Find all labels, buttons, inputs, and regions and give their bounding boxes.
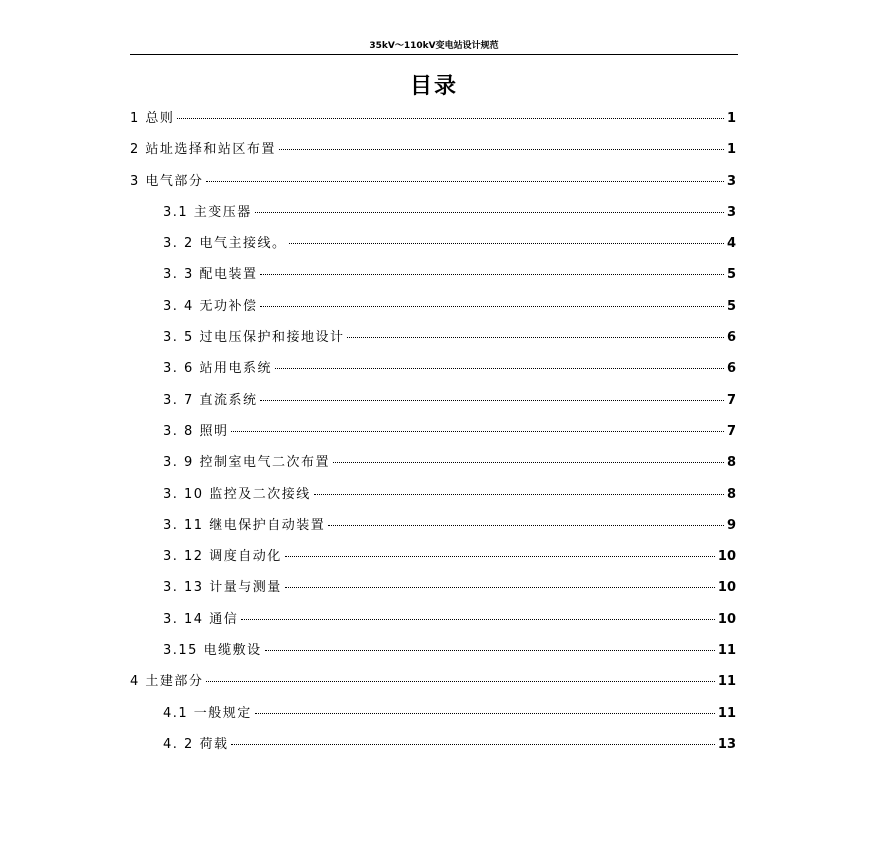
toc-entry-label: 4 土建部分 (130, 674, 204, 690)
toc-dot-leader (255, 713, 715, 714)
toc-dot-leader (275, 368, 724, 369)
toc-entry[interactable] (130, 572, 736, 603)
toc-dot-leader (255, 212, 724, 213)
toc-page-number: 3 (726, 173, 736, 189)
toc-entry[interactable] (130, 416, 736, 447)
toc-dot-leader (231, 431, 724, 432)
toc-dot-leader (279, 149, 724, 150)
toc-entry[interactable] (130, 541, 736, 572)
toc-entry-label: 3. 14 通信 (163, 611, 239, 627)
toc-page-number: 11 (717, 643, 736, 659)
toc-entry-label: 3. 8 照明 (163, 423, 229, 439)
toc-entry-label: 3. 4 无功补偿 (163, 298, 258, 314)
toc-entry[interactable] (130, 259, 736, 290)
toc-dot-leader (231, 744, 714, 745)
toc-page-number: 10 (717, 549, 736, 565)
toc-dot-leader (260, 274, 724, 275)
toc-entry-label: 3. 13 计量与测量 (163, 580, 282, 596)
running-header: 35kV～110kV变电站设计规范 (369, 41, 499, 51)
toc-dot-leader (285, 587, 715, 588)
toc-dot-leader (206, 181, 724, 182)
toc-dot-leader (314, 494, 724, 495)
toc-page-number: 4 (726, 236, 736, 252)
toc-entry-label: 3. 2 电气主接线。 (163, 236, 287, 252)
toc-entry-label: 1 总则 (130, 111, 175, 126)
toc-entry[interactable] (130, 166, 736, 197)
toc-entry[interactable] (130, 197, 736, 228)
toc-entry-label: 3. 6 站用电系统 (163, 361, 272, 377)
toc-page-number: 1 (726, 111, 736, 126)
toc-dot-leader (265, 650, 715, 651)
toc-page-number: 1 (726, 142, 736, 158)
toc-entry-label: 4.1 一般规定 (163, 705, 252, 721)
toc-entry[interactable] (130, 385, 736, 416)
toc-dot-leader (241, 619, 715, 620)
toc-entry[interactable] (130, 322, 736, 353)
header-rule (130, 54, 738, 55)
toc-entry[interactable] (130, 134, 736, 165)
toc-page-number: 6 (726, 330, 736, 346)
toc-page-number: 8 (726, 455, 736, 471)
toc-entry-label: 3. 7 直流系统 (163, 392, 258, 408)
toc-page-number: 6 (726, 361, 736, 377)
toc-entry[interactable] (130, 447, 736, 478)
toc-page-number: 5 (726, 298, 736, 314)
toc-entry-label: 4. 2 荷载 (163, 736, 229, 752)
toc-dot-leader (177, 118, 724, 119)
toc-dot-leader (328, 525, 724, 526)
toc-entry[interactable] (130, 228, 736, 259)
toc-dot-leader (285, 556, 715, 557)
toc-dot-leader (206, 681, 715, 682)
table-of-contents (130, 103, 736, 760)
toc-page-number: 7 (726, 392, 736, 408)
toc-page-number: 7 (726, 423, 736, 439)
toc-page-number: 10 (717, 580, 736, 596)
toc-entry[interactable] (130, 729, 736, 760)
toc-dot-leader (260, 306, 724, 307)
toc-entry[interactable] (130, 635, 736, 666)
toc-entry-label: 3.1 主变压器 (163, 204, 252, 220)
toc-entry-label: 3. 5 过电压保护和接地设计 (163, 330, 345, 346)
toc-entry[interactable] (130, 698, 736, 729)
toc-dot-leader (333, 462, 724, 463)
toc-dot-leader (347, 337, 724, 338)
toc-entry[interactable] (130, 103, 736, 134)
toc-entry-label: 3. 10 监控及二次接线 (163, 486, 311, 502)
toc-page-number: 11 (717, 674, 736, 690)
toc-entry-label: 3. 3 配电装置 (163, 267, 258, 283)
toc-page-number: 3 (726, 204, 736, 220)
toc-entry-label: 3. 9 控制室电气二次布置 (163, 455, 330, 471)
toc-entry-label: 3 电气部分 (130, 173, 204, 189)
toc-entry[interactable] (130, 510, 736, 541)
toc-page-number: 9 (726, 517, 736, 533)
toc-page-number: 5 (726, 267, 736, 283)
toc-entry[interactable] (130, 479, 736, 510)
toc-title: 目录 (409, 74, 458, 99)
toc-dot-leader (260, 400, 724, 401)
toc-entry-label: 3. 11 继电保护自动装置 (163, 517, 326, 533)
toc-entry[interactable] (130, 291, 736, 322)
toc-entry-label: 2 站址选择和站区布置 (130, 142, 276, 158)
toc-page-number: 10 (717, 611, 736, 627)
toc-entry[interactable] (130, 353, 736, 384)
toc-page-number: 11 (717, 705, 736, 721)
toc-entry-label: 3.15 电缆敷设 (163, 643, 262, 659)
toc-page-number: 13 (717, 736, 736, 752)
toc-entry[interactable] (130, 666, 736, 697)
toc-entry-label: 3. 12 调度自动化 (163, 549, 282, 565)
toc-dot-leader (289, 243, 724, 244)
toc-entry[interactable] (130, 604, 736, 635)
toc-page-number: 8 (726, 486, 736, 502)
